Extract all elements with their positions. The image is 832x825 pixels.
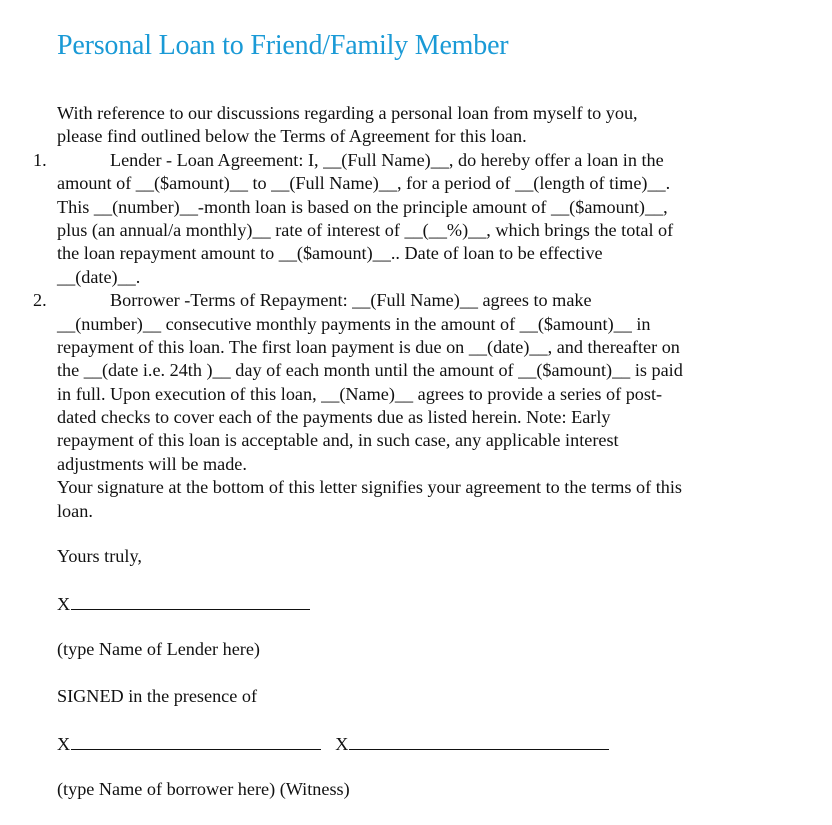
term-item-2-first-line xyxy=(0,289,832,312)
term-item-line: This __(number)__-month loan is based on the principle amount of __($amount)__, xyxy=(57,196,668,217)
term-item-line: the loan repayment amount to __($amount)__.. Date of loan to be effective xyxy=(57,243,603,264)
signature-mark: X xyxy=(335,734,349,754)
intro-line: please find outlined below the Terms of Agreement for this loan. xyxy=(57,126,527,147)
term-item-line: adjustments will be made. xyxy=(57,453,247,474)
borrower-witness-caption: (type Name of borrower here) (Witness) xyxy=(57,779,350,799)
signature-mark: X xyxy=(57,594,71,614)
term-item-line: dated checks to cover each of the payments due as listed herein. Note: Early xyxy=(57,407,611,428)
signature-mark: X xyxy=(57,734,71,754)
term-item-line: __(number)__ consecutive monthly payments in the amount of __($amount)__ in xyxy=(57,313,651,334)
term-item-line: the __(date i.e. 24th )__ day of each month until the amount of __($amount)__ is paid xyxy=(57,360,683,381)
term-item-text: Borrower -Terms of Repayment: __(Full Name)__ agrees to make xyxy=(110,290,592,311)
closing-line: Your signature at the bottom of this letter signifies your agreement to the terms of this xyxy=(57,477,682,498)
borrower-signature-line xyxy=(71,732,321,750)
signoff: Yours truly, xyxy=(57,546,142,566)
borrower-witness-signature-row xyxy=(57,732,609,756)
lender-signature-field[interactable] xyxy=(57,592,310,616)
lender-signature-line xyxy=(71,592,310,610)
term-item-text: Lender - Loan Agreement: I, __(Full Name)__, do hereby offer a loan in the xyxy=(110,149,664,170)
lender-name-caption: (type Name of Lender here) xyxy=(57,639,260,659)
term-item-line: repayment of this loan. The first loan payment is due on __(date)__, and thereafter on xyxy=(57,336,680,357)
term-item-line: repayment of this loan is acceptable and, in such case, any applicable interest xyxy=(57,430,619,451)
term-item-line: __(date)__. xyxy=(57,266,141,287)
witness-signature-field[interactable] xyxy=(335,734,609,754)
closing-line: loan. xyxy=(57,500,93,521)
term-item-line: in full. Upon execution of this loan, __(Name)__ agrees to provide a series of post- xyxy=(57,383,663,404)
witness-signature-line xyxy=(349,732,609,750)
intro-line: With reference to our discussions regarding a personal loan from myself to you, xyxy=(57,103,638,123)
letter-body xyxy=(0,102,832,523)
term-item-line: plus (an annual/a monthly)__ rate of interest of __(__%)__, which brings the total of xyxy=(57,219,674,240)
borrower-signature-field[interactable] xyxy=(57,734,321,754)
term-item-1-first-line xyxy=(0,149,832,172)
term-item-number: 1. xyxy=(33,149,47,170)
term-item-line: amount of __($amount)__ to __(Full Name)__, for a period of __(length of time)__. xyxy=(57,173,671,194)
document-title: Personal Loan to Friend/Family Member xyxy=(57,30,509,61)
term-item-number: 2. xyxy=(33,290,47,311)
signed-presence-text: SIGNED in the presence of xyxy=(57,686,258,706)
